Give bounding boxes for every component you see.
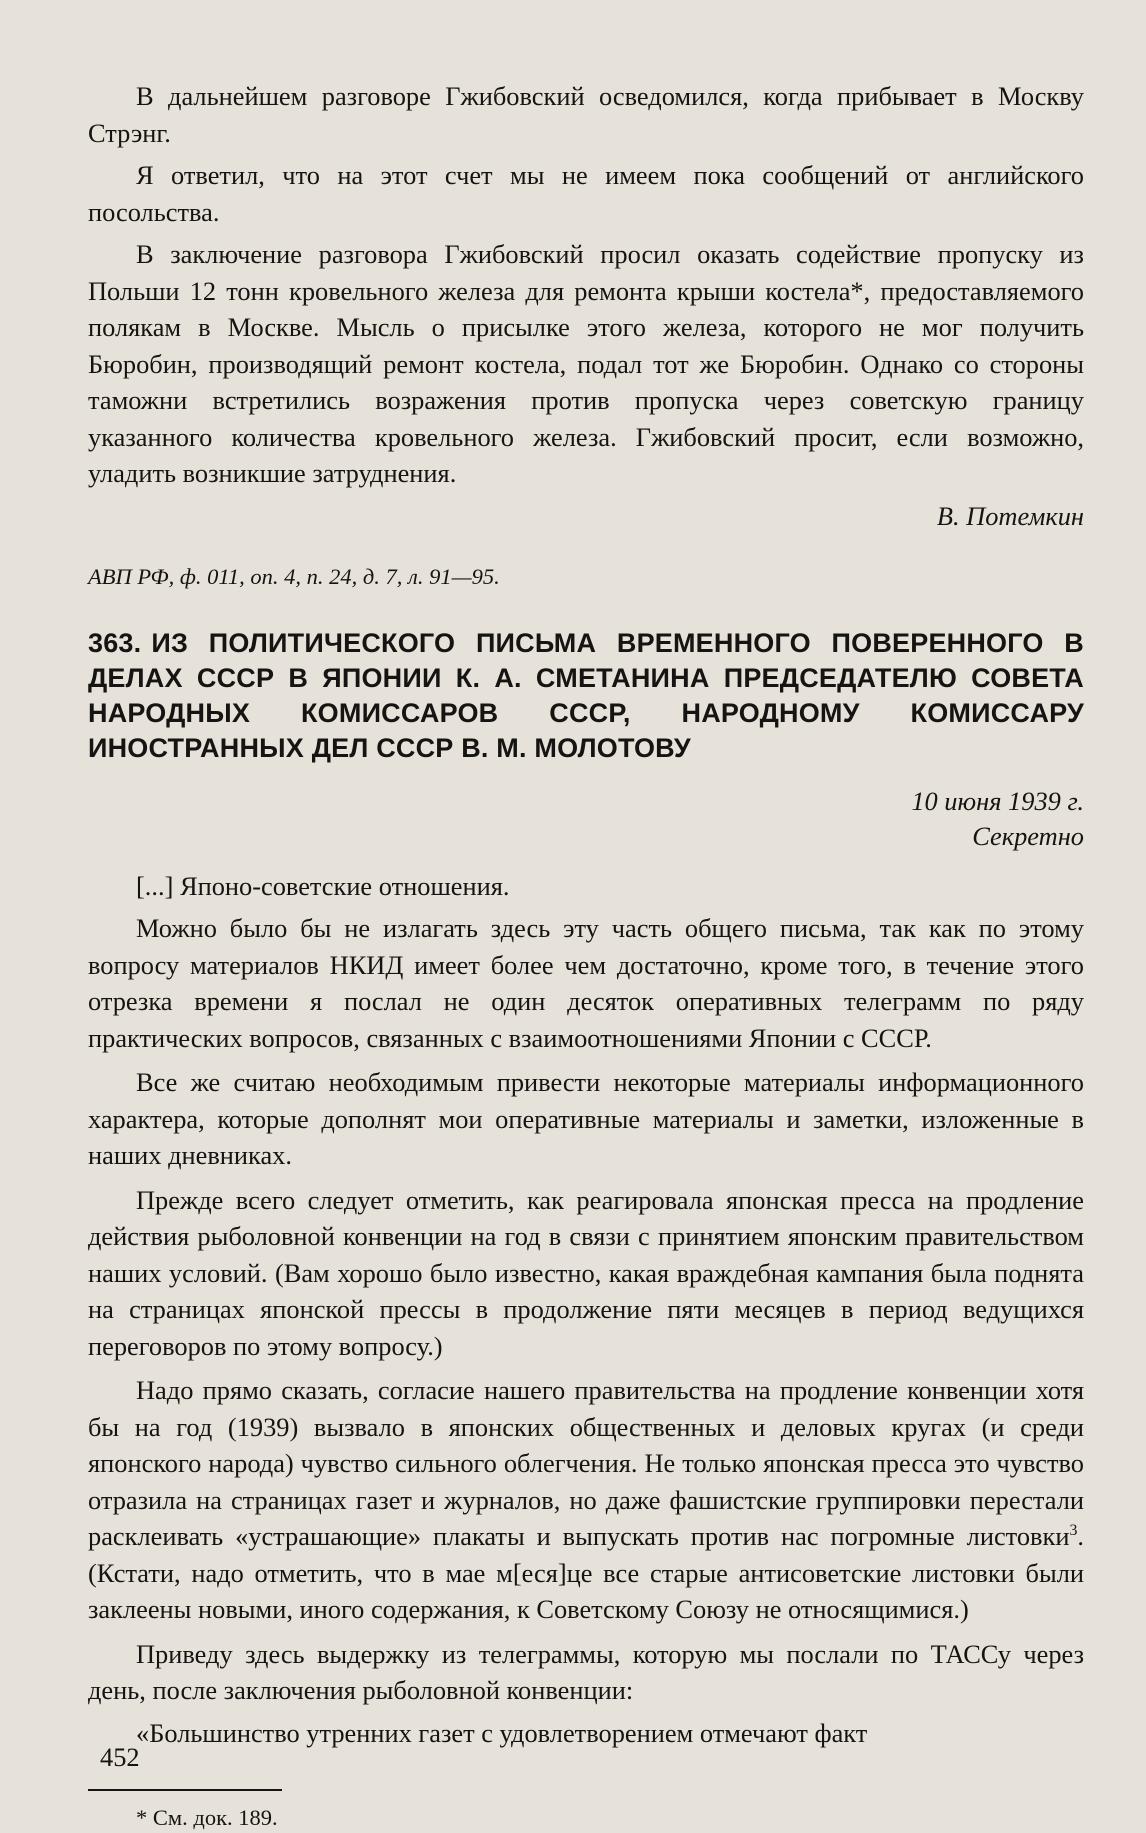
heading-number: 363.: [88, 627, 142, 658]
paragraph-nkid-materials: Можно было бы не излагать здесь эту часть общего письма, так как по этому вопросу материалов НКИД имеет более чем достаточно, кроме того, в течение этого отрезка времени я послал не один десяток оперативных телеграмм по ряду практических вопросов, связанных с взаимоотношениями Японии с СССР.: [88, 913, 1084, 1053]
paragraph-relief-tail: . (Кстати, надо отметить, что в мае м[еся]це все старые антисоветские листовки были заклеены новыми, иного содержания, к Советскому Союзу не относящимися.): [88, 1521, 1084, 1624]
document-meta: [88, 784, 1084, 854]
heading-text: ИЗ ПОЛИТИЧЕСКОГО ПИСЬМА ВРЕМЕННОГО ПОВЕРЕННОГО В ДЕЛАХ СССР В ЯПОНИИ К. А. СМЕТАНИНА ПРЕДСЕДАТЕЛЮ СОВЕТА НАРОДНЫХ КОМИССАРОВ СССР, НАРОДНОМУ КОМИССАРУ ИНОСТРАННЫХ ДЕЛ СССР В. М. МОЛОТОВУ: [88, 627, 1084, 763]
paragraph-quote-start: «Большинство утренних газет с удовлетворением отмечают факт: [136, 1717, 868, 1748]
paragraph-tass-telegram: Приведу здесь выдержку из телеграммы, которую мы послали по ТАССу через день, после заключения рыболовной конвенции:: [88, 1638, 1084, 1705]
signature: В. Потемкин: [936, 500, 1084, 531]
paragraph-information: Все же считаю необходимым привести некоторые материалы информационного характера, которые дополнят мои оперативные материалы и заметки, изложенные в наших дневниках.: [88, 1067, 1084, 1170]
classification-label: Секретно: [972, 820, 1084, 851]
paragraph-no-news: Я ответил, что на этот счет мы не имеем пока сообщений от английского посольства.: [88, 160, 1084, 227]
paragraph-strang-arrival: В дальнейшем разговоре Гжибовский осведомился, когда прибывает в Москву Стрэнг.: [88, 81, 1084, 148]
paragraph-relief-main: Надо прямо сказать, согласие нашего правительства на продление конвенции хотя бы на год (1939) вызвало в японских общественных и деловых кругах (и среди японского народа) чувство сильного облегчения. Не только японская пресса это чувство отразила на страницах газет и журналов, но даже фашистские группировки перестали расклеивать «устрашающие» плакаты и выпускать против нас погромные листовки: [88, 1375, 1084, 1551]
document-date: 10 июня 1939 г.: [911, 785, 1084, 816]
document-page: [88, 78, 1084, 1833]
archive-reference: АВП РФ, ф. 011, оп. 4, п. 24, д. 7, л. 91—95.: [88, 563, 500, 589]
paragraph-roofing-iron: В заключение разговора Гжибовский просил оказать содействие пропуску из Польши 12 тонн кровельного железа для ремонта крыши костела*, предоставляемого полякам в Москве. Мысль о присылке этого железа, которого не мог получить Бюробин, производящий ремонт костела, подал тот же Бюробин. Однако со стороны таможни встретились возражения против пропуска через советскую границу указанного количества кровельного железа. Гжибовский просит, если возможно, уладить возникшие затруднения.: [88, 239, 1084, 488]
footnote-divider: [88, 1789, 282, 1791]
footnote-marker: 3: [1069, 1522, 1078, 1540]
paragraph-press-reaction: Прежде всего следует отметить, как реагировала японская пресса на продление действия рыболовной конвенции на год в связи с принятием японским правительством наших условий. (Вам хорошо было известно, какая враждебная кампания была поднята на страницах японской прессы в продолжение пяти месяцев в период ведущихся переговоров по этому вопросу.): [88, 1184, 1084, 1361]
footnote: * См. док. 189.: [136, 1805, 278, 1830]
paragraph-relief: [88, 1372, 1084, 1628]
page-number: 452: [100, 1742, 140, 1772]
document-heading: [88, 626, 1084, 766]
section-intro: [...] Японо-советские отношения.: [136, 870, 510, 901]
